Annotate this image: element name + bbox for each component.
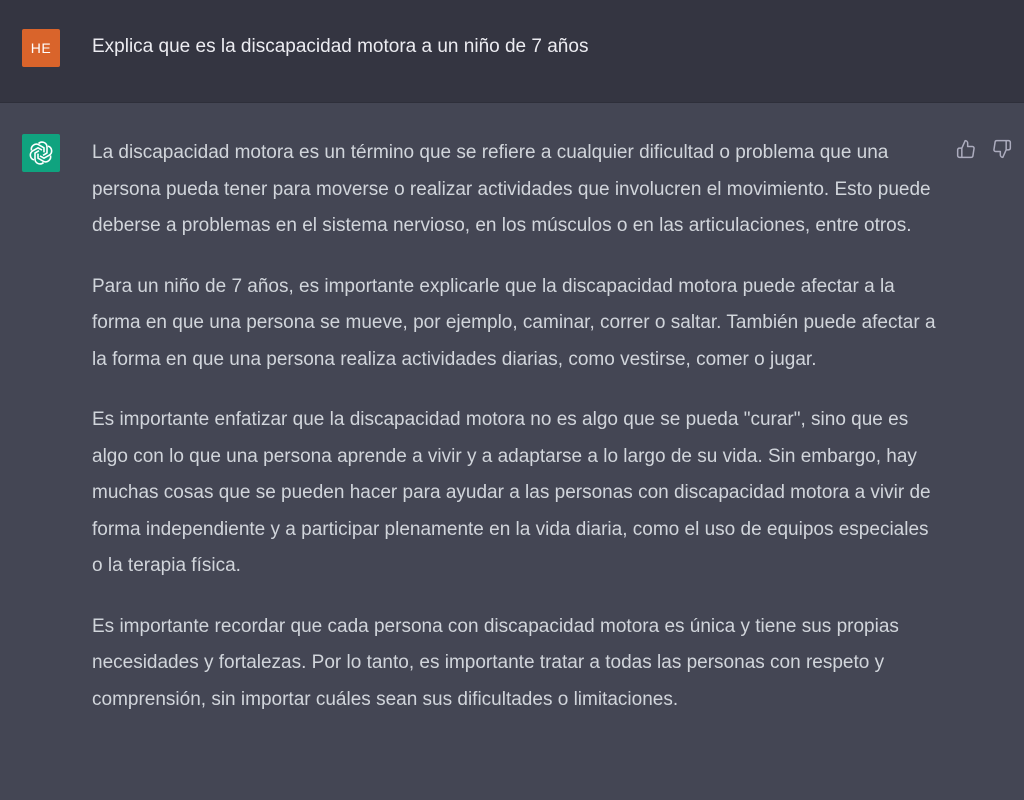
user-message-text: Explica que es la discapacidad motora a un niño de 7 años [92,36,589,57]
answer-paragraph: Es importante recordar que cada persona con discapacidad motora es única y tiene sus propias necesidades y fortalezas. Por lo tanto, es importante tratar a todas las personas con respeto y comprensión, sin importar cuáles sean sus dificultades o limitaciones. [92,615,899,710]
answer-paragraph: Para un niño de 7 años, es importante explicarle que la discapacidad motora puede afectar a la forma en que una persona se mueve, por ejemplo, caminar, correr o saltar. También puede afectar a la forma en que una persona realiza actividades diarias, como vestirse, comer o jugar. [92,275,936,370]
thumbs-up-button[interactable] [953,136,979,162]
openai-logo-icon [28,140,54,166]
thumbs-down-button[interactable] [989,136,1015,162]
assistant-message-row [0,103,1024,800]
assistant-avatar [22,134,60,172]
user-message-row [0,0,1024,103]
thumbs-down-icon [992,139,1012,159]
answer-paragraph: La discapacidad motora es un término que se refiere a cualquier dificultad o problema que una persona pueda tener para moverse o realizar actividades que involucren el movimiento. Esto puede deberse a problemas en el sistema nervioso, en los músculos o en las articulaciones, entre otros. [92,142,931,236]
user-avatar: HE [22,29,60,67]
assistant-answer [92,135,944,742]
thumbs-up-icon [956,139,976,159]
answer-paragraph: Es importante enfatizar que la discapacidad motora no es algo que se pueda "curar", sino que es algo con lo que una persona aprende a vivir y a adaptarse a lo largo de su vida. Sin embargo, hay muchas cosas que se pueden hacer para ayudar a las personas con discapacidad motora a vivir de forma independiente y a participar plenamente en la vida diaria, como el uso de equipos especiales o la terapia física. [92,409,931,576]
